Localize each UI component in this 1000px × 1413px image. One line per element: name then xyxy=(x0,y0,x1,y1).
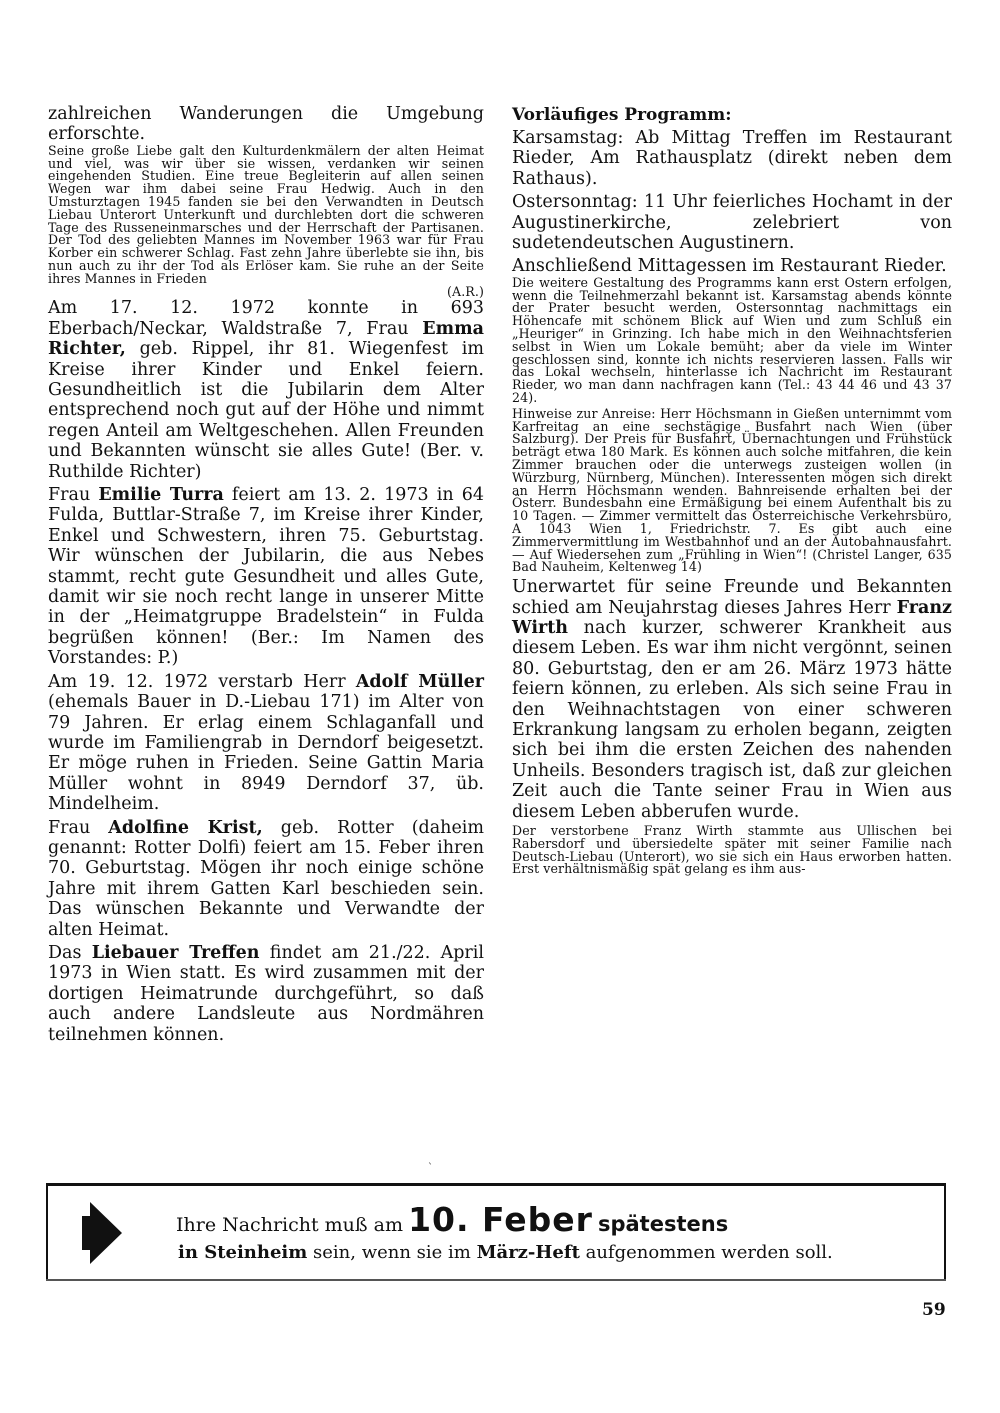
paragraph-franz-wirth xyxy=(512,577,952,822)
text: Das xyxy=(48,942,92,963)
text: nach kurzer, schwerer Krankheit aus diesem Leben. Es war ihm nicht vergönnt, seinen 80. Geburtstag, den er am 26. März 1973 hätte feiern können, zu erleben. Als sich seine Frau in den Weihnachtstagen von einer schweren Erkrankung langsam zu erholen begann, zeigten sich bei ihm die ersten Zeichen des nahenden Unheils. Besonders tragisch ist, daß zur gleichen Zeit auch die Tante seiner Frau in Wien aus diesem Leben abberufen wurde. xyxy=(512,617,952,822)
paragraph-emilie-turra xyxy=(48,485,484,669)
notice-location: in Steinheim xyxy=(178,1242,308,1263)
deadline-notice xyxy=(46,1183,946,1281)
notice-bottom-rule xyxy=(46,1279,946,1281)
text: Frau xyxy=(48,817,109,838)
left-column xyxy=(48,104,484,1045)
program-details: Die weitere Gestaltung des Programms kann erst Ostern erfolgen, wenn die Teilnehmerzahl bekannt ist. Karsamstag abends könnte der Prater besucht werden, Ostersonntag nachmittags ein Höhencafe mit schönem Blick auf Wien und zum Schluß ein „Heuriger“ in Grinzing. Ich habe mich in den Weihnachtsferien selbst in Wien um Lokale bemüht; aber da viele im Winter geschlossen sind, konnte ich nichts reservieren lassen. Falls wir das Lokal wechseln, hinterlasse ich Nachricht im Restaurant Rieder, wo man dann nachfragen kann (Tel.: 43 44 46 und 43 37 24). xyxy=(512,274,952,406)
event-name: Liebauer Treffen xyxy=(91,942,260,963)
text: Unerwartet für seine Freunde und Bekannten schied am Neujahrstag dieses Jahres Herr xyxy=(512,577,952,618)
person-name: Adolfine Krist, xyxy=(108,817,263,838)
page-number: 59 xyxy=(922,1300,946,1320)
text: (ehemals Bauer in D.-Liebau 171) im Alter von 79 Jahren. Er erlag einem Schlaganfall und wurde im Familiengrab in Derndorf beigesetzt. Er möge ruhen in Frieden. Seine Gattin Maria Müller wohnt in 8949 Derndorf 37, üb. Mindelheim. xyxy=(48,692,484,815)
text: Am 17. 12. 1972 konnte in 693 Eberbach/Neckar, Waldstraße 7, Frau xyxy=(48,298,484,339)
notice-line-location xyxy=(178,1242,833,1263)
travel-hints: Hinweise zur Anreise: Herr Höchsmann in Gießen unternimmt vom Karfreitag an eine sechstägige Busfahrt nach Wien (über Salzburg). Der Preis für Busfahrt, Übernachtungen und Frühstück beträgt etwa 180 Mark. Es können auch solche mitfahren, die kein Zimmer brauchen oder die unterwegs zusteigen wollen (in Würzburg, Nürnberg, München). Interessenten mögen sich direkt an Herrn Höchsmann wenden. Bahnreisende erhalten bei der Österr. Bundesbahn eine Ermäßigung bei einem Aufenthalt bis zu 10 Tagen. — Zimmer vermittelt das Österreichische Verkehrsbüro, A 1043 Wien 1, Friedrichstr. 7. Es gibt auch eine Zimmervermittlung im Westbahnhof und an der Autobahnausfahrt. — Auf Wiedersehen zum „Frühling in Wien“! (Christel Langer, 635 Bad Nauheim, Keltenweg 14) xyxy=(512,405,952,575)
paragraph-liebauer-treffen xyxy=(48,943,484,1045)
notice-line-deadline xyxy=(176,1200,728,1239)
program-ostersonntag: Ostersonntag: 11 Uhr feierliches Hochamt in der Augustinerkirche, zelebriert von sudetendeutschen Augustinern. xyxy=(512,192,952,254)
paragraph-obituary-korber xyxy=(48,142,484,299)
notice-text: sein, wenn sie im xyxy=(307,1242,477,1263)
deadline-date: 10. Feber xyxy=(408,1200,593,1239)
program-heading: Vorläufiges Programm: xyxy=(512,105,732,125)
text: geb. Rotter (daheim genannt: Rotter Dolfi) feiert am 15. Feber ihren 70. Geburtstag. Mögen ihr noch einige schöne Jahre mit ihrem Gatten Karl beschieden sein. Das wünschen Bekannte und Verwandte der alten Heimat. xyxy=(48,817,484,940)
notice-issue: März-Heft xyxy=(476,1242,580,1263)
obituary-text: Seine große Liebe galt den Kulturdenkmälern der alten Heimat und viel, was wir über sie wissen, verdanken wir seinen eingehenden Studien. Eine treue Begleiterin auf allen seinen Wegen war ihm dabei seine Frau Hedwig. Auch in den Umsturztagen 1945 fanden sie bei den Verwandten in Deutsch Liebau Unterort Unterkunft und durchlebten dort die schweren Tage des Russeneinmarsches und der Herrschaft der Partisanen. Der Tod des geliebten Mannes im November 1963 war für Frau Korber ein schwerer Schlag. Fast zehn Jahre überlebte sie ihn, bis nun auch zu ihr der Tod als Erlöser kam. Sie ruhe an der Seite ihres Mannes in Frieden xyxy=(48,142,484,286)
text: feiert am 13. 2. 1973 in 64 Fulda, Buttlar-Straße 7, im Kreise ihrer Kinder, Enkel und Schwestern, ihren 75. Geburtstag. Wir wünschen der Jubilarin, die aus Nebes stammt, recht gute Gesundheit und alles Gute, damit wir sie noch recht lange in unserer Mitte in der „Heimatgruppe Bradelstein“ in Fulda begrüßen können! (Ber.: Im Namen des Vorstandes: P.) xyxy=(48,485,484,669)
arrow-right-icon xyxy=(82,1202,122,1264)
person-name: Adolf Müller xyxy=(355,671,485,692)
notice-text: aufgenommen werden soll. xyxy=(579,1242,833,1263)
paragraph-wirth-biography: Der verstorbene Franz Wirth stammte aus Ullischen bei Rabersdorf und übersiedelte später mit seiner Familie nach Deutsch-Liebau (Unterort), wo sie sich ein Haus erworben hatten. Erst verhältnismäßig spät gelang es ihm aus- xyxy=(512,823,952,877)
person-name: Emma Richter, xyxy=(48,318,484,360)
stray-mark: ˋ xyxy=(428,1163,433,1174)
program-mittagessen: Anschließend Mittagessen im Restaurant Rieder. xyxy=(512,256,947,277)
program-karsamstag: Karsamstag: Ab Mittag Treffen im Restaurant Rieder, Am Rathausplatz (direkt neben dem Rathaus). xyxy=(512,128,952,189)
right-column xyxy=(512,104,952,876)
text: Am 19. 12. 1972 verstarb Herr xyxy=(48,671,356,692)
paragraph-intro: zahlreichen Wanderungen die Umgebung erforschte. xyxy=(48,104,484,145)
person-name: Franz Wirth xyxy=(512,597,952,638)
paragraph-adolfine-krist xyxy=(48,818,484,940)
paragraph-emma-richter xyxy=(48,298,484,482)
notice-latest: spätestens xyxy=(597,1212,729,1236)
notice-text: Ihre Nachricht muß am xyxy=(176,1214,403,1236)
text: geb. Rippel, ihr 81. Wiegenfest im Kreise ihrer Kinder und Enkel feiern. Gesundheitlich ist die Jubilarin dem Alter entsprechend noch gut auf der Höhe und nimmt regen Anteil am Weltgeschehen. Allen Freunden und Bekannten wünscht sie alles Gute! (Ber. v. Ruthilde Richter) xyxy=(48,339,484,482)
person-name: Emilie Turra xyxy=(98,485,224,506)
text: findet am 21./22. April 1973 in Wien statt. Es wird zusammen mit der dortigen Heimatrunde durchgeführt, so daß auch andere Landsleute aus Nordmähren teilnehmen können. xyxy=(48,942,484,1045)
text: Frau xyxy=(48,485,99,506)
paragraph-adolf-mueller xyxy=(48,672,484,815)
obituary-author: (A.R.) xyxy=(446,283,484,299)
